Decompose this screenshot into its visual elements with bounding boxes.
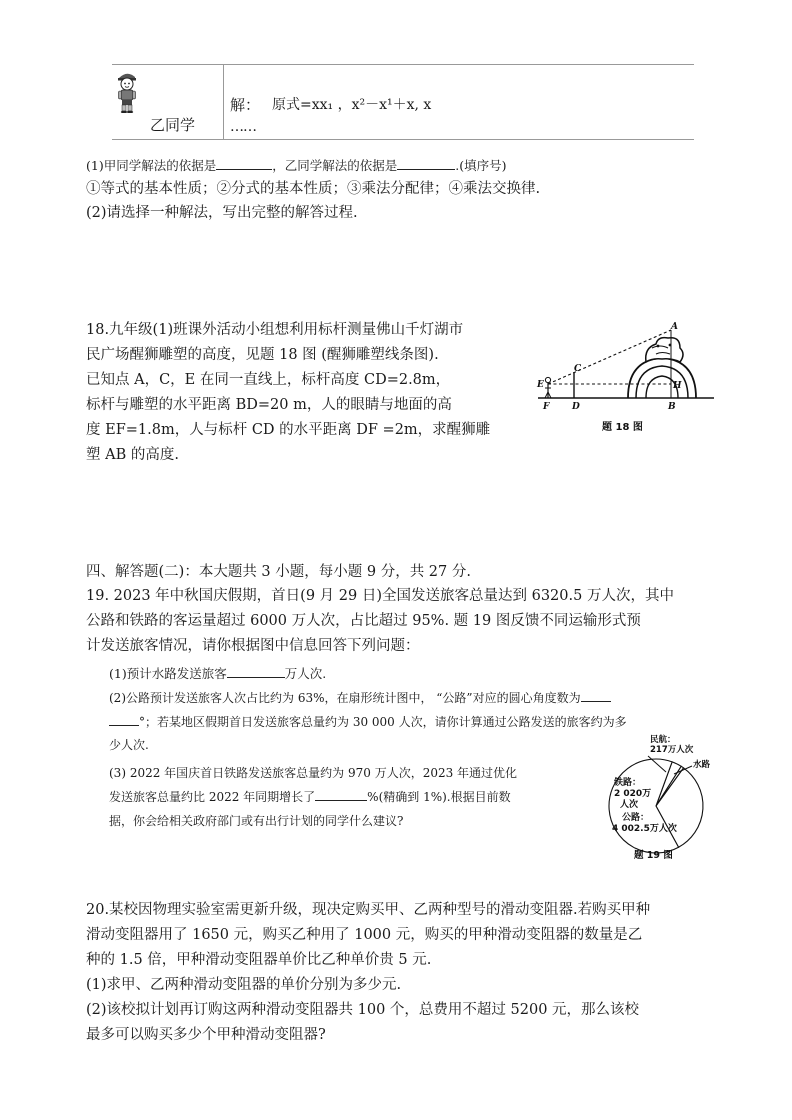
table-bottom-border — [112, 139, 694, 140]
q17-options: ①等式的基本性质；②分式的基本性质；③乘法分配律；④乘法交换律. — [86, 181, 541, 197]
q18-line: 标杆与雕塑的水平距离 BD=20 m，人的眼睛与地面的高 — [86, 397, 452, 413]
q20-text — [86, 898, 650, 1048]
q18-line: 已知点 A，C，E 在同一直线上，标杆高度 CD=2.8m， — [86, 372, 451, 388]
answer-blank[interactable] — [227, 663, 285, 678]
q19-part3-text-b: %(精确到 1%).根据目前数 — [367, 790, 511, 804]
q19-part2-line2 — [109, 711, 627, 732]
q19-part1-text-b: 万人次. — [284, 666, 327, 681]
q17-part1-text-c: .(填序号) — [455, 158, 507, 173]
q19-line: 公路和铁路的客运量超过 6000 万人次，占比超过 95%. 题 19 图反馈不同运输形式预 — [86, 613, 641, 629]
q19-part2-line3: 少人次. — [109, 738, 149, 752]
q17-part1-text-a: (1)甲同学解法的依据是 — [86, 158, 217, 173]
q20-line: (1)求甲、乙两种滑动变阻器的单价分别为多少元. — [86, 977, 402, 993]
table-top-border — [112, 64, 694, 65]
q19-line: 19. 2023 年中秋国庆假期，首日(9 月 29 日)全国发送旅客总量达到 6320.5 万人次，其中 — [86, 588, 674, 604]
q19-part2-text-a: (2)公路预计发送旅客人次占比约为 63%，在扇形统计图中， “公路”对应的圆心角度数为 — [109, 691, 581, 705]
answer-blank[interactable] — [109, 711, 139, 726]
answer-blank[interactable] — [216, 155, 272, 170]
q20-line: 最多可以购买多少个甲种滑动变阻器? — [86, 1027, 326, 1043]
label-tielu-line1: 铁路： — [614, 778, 642, 788]
q19-part3-line2 — [109, 785, 511, 809]
point-label-H: H — [673, 381, 682, 391]
q18-line: 18.九年级(1)班课外活动小组想利用标杆测量佛山千灯湖市 — [86, 322, 464, 338]
solution-prefix: 解： — [230, 96, 261, 114]
lion-head — [646, 338, 683, 362]
q19-chart-caption: 题 19 图 — [634, 850, 673, 861]
point-label-E: E — [537, 380, 544, 390]
label-gonglu-line1: 公路： — [622, 813, 650, 823]
q18-line: 民广场醒狮雕塑的高度，见题 18 图 (醒狮雕塑线条图). — [86, 347, 439, 363]
point-label-D: D — [572, 402, 580, 412]
solution-table — [112, 64, 694, 140]
q18-figure-caption: 题 18 图 — [602, 422, 643, 433]
q18-figure — [534, 318, 720, 436]
q19-pie-chart — [594, 734, 720, 862]
q20-line: (2)该校拟计划再订购这两种滑动变阻器共 100 个，总费用不超过 5200 元，那么该校 — [86, 1002, 640, 1018]
label-tielu-line2: 2 020万 — [614, 789, 652, 799]
q20-line: 种的 1.5 倍，甲种滑动变阻器单价比乙种单价贵 5 元. — [86, 952, 432, 968]
q19-text — [86, 584, 674, 659]
point-label-F: F — [543, 402, 550, 412]
q18-line: 度 EF=1.8m，人与标杆 CD 的水平距离 DF =2m，求醒狮雕 — [86, 422, 491, 438]
solution-expression: 原式=xx₁ ，x²－x¹＋x, x — [272, 97, 432, 113]
label-tielu-line3: 人次 — [620, 800, 639, 810]
student-label: 乙同学 — [150, 116, 196, 134]
point-label-C: C — [574, 364, 582, 374]
student-avatar — [114, 69, 140, 113]
sculpture-outer-arch — [628, 358, 696, 398]
q19-line: 计发送旅客情况，请你根据图中信息回答下列问题： — [86, 638, 420, 654]
label-gonglu-line2: 4 002.5万人次 — [612, 824, 677, 834]
section-title: 四、解答题(二)：本大题共 3 小题，每小题 9 分，共 27 分. — [86, 564, 471, 580]
point-label-B: B — [668, 402, 676, 412]
point-label-A: A — [671, 322, 678, 332]
q17-part2: (2)请选择一种解法，写出完整的解答过程. — [86, 205, 358, 221]
q19-part3-line1: (3) 2022 年国庆首日铁路发送旅客总量约为 970 万人次，2023 年通过优化 — [109, 766, 518, 780]
answer-blank[interactable] — [315, 786, 367, 801]
q18-text — [86, 318, 490, 468]
answer-blank[interactable] — [397, 155, 455, 170]
solution-ellipsis: …… — [230, 119, 256, 135]
q19-part3-text-a: 发送旅客总量约比 2022 年同期增长了 — [109, 790, 316, 804]
label-shuilu: 水路 — [693, 760, 711, 770]
q19-part3-line3: 据，你会给相关政府部门或有出行计划的同学什么建议? — [109, 814, 404, 828]
q19-part2-text-b: °；若某地区假期首日发送旅客总量约为 30 000 人次，请你计算通过公路发送的旅客约为多 — [139, 715, 627, 729]
q19-part1-text-a: (1)预计水路发送旅客 — [109, 666, 227, 681]
q19-part2-line1 — [109, 687, 611, 708]
q20-line: 滑动变阻器用了 1650 元，购买乙种用了 1000 元，购买的甲种滑动变阻器的数量是乙 — [86, 927, 643, 943]
q17-part1 — [86, 155, 506, 176]
q18-line: 塑 AB 的高度. — [86, 447, 179, 463]
answer-blank[interactable] — [581, 687, 611, 702]
label-minhang-line2: 217万人次 — [650, 745, 694, 755]
label-minhang-line1: 民航： — [650, 735, 676, 745]
q19-part1 — [109, 663, 326, 684]
q17-part1-text-b: ，乙同学解法的依据是 — [272, 158, 398, 173]
table-column-divider — [223, 64, 224, 140]
q20-line: 20.某校因物理实验室需更新升级，现决定购买甲、乙两种型号的滑动变阻器.若购买甲种 — [86, 902, 651, 918]
